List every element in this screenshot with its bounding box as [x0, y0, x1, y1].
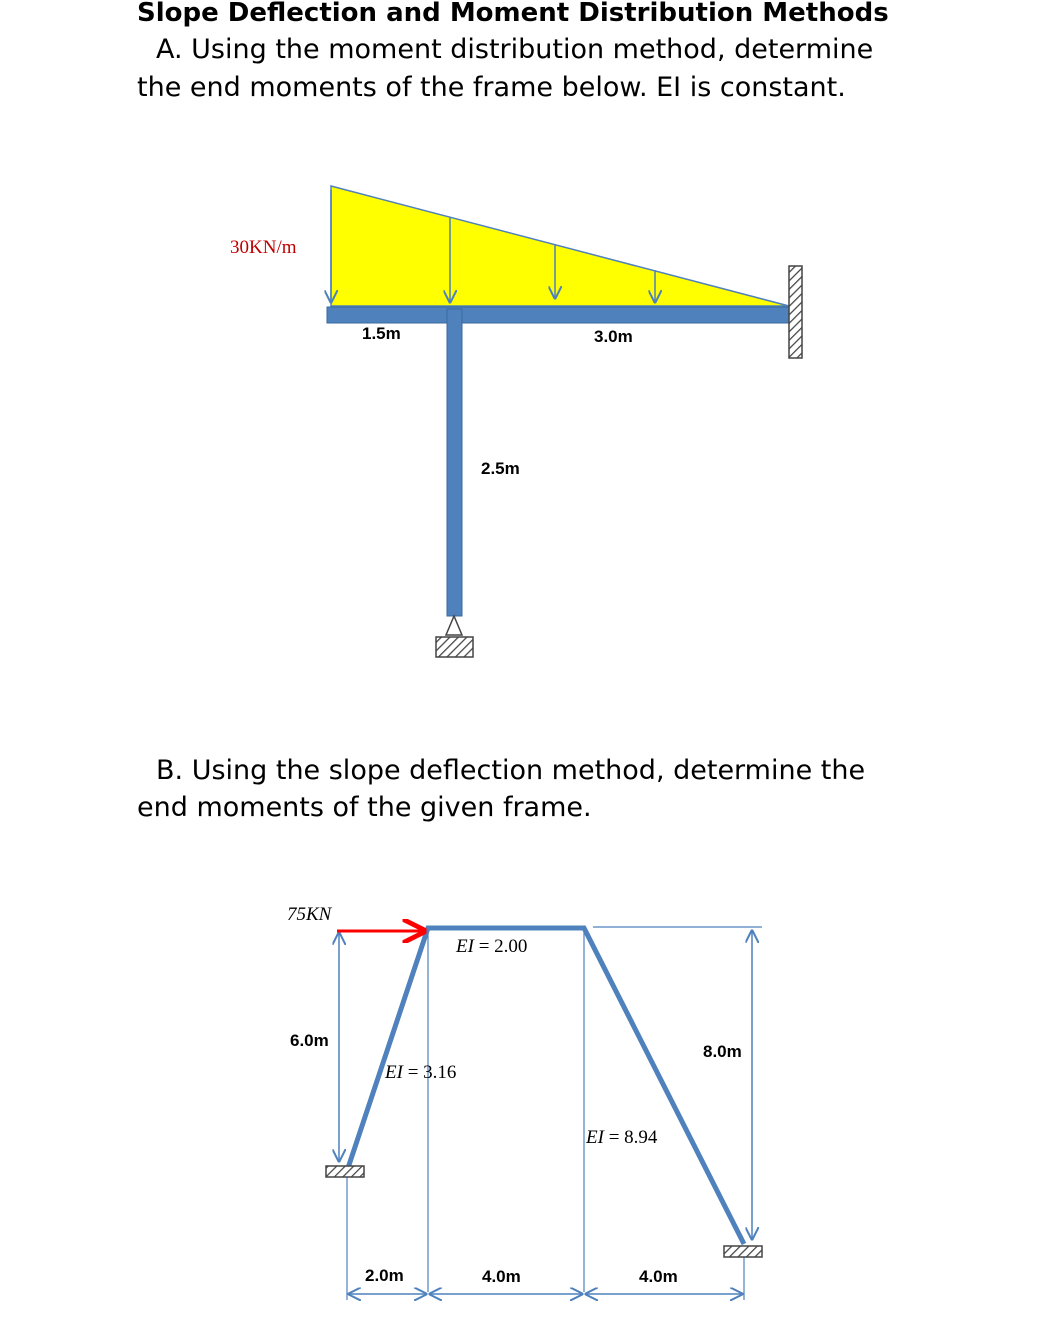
left-fixed-support — [326, 1166, 364, 1177]
part-a-line-2: the end moments of the frame below. EI is constant. — [137, 72, 846, 103]
dim-column: 2.5m — [481, 459, 520, 478]
part-b-line-1: B. Using the slope deflection method, determine the — [156, 755, 866, 786]
dim-left-span: 1.5m — [362, 324, 401, 343]
frame-members — [347, 928, 744, 1244]
span-1-label: 2.0m — [365, 1266, 404, 1285]
load-label: 30KN/m — [230, 237, 297, 258]
span-2-label: 4.0m — [482, 1267, 521, 1286]
ei-right-label: EI = 8.94 — [586, 1127, 658, 1148]
span-3-label: 4.0m — [639, 1267, 678, 1286]
height-right-label: 8.0m — [703, 1042, 742, 1061]
beam — [327, 307, 789, 323]
part-b-line-2: end moments of the given frame. — [137, 792, 592, 823]
pin-support — [446, 616, 462, 635]
right-fixed-support — [724, 1246, 762, 1257]
page-heading: Slope Deflection and Moment Distribution Methods — [137, 0, 889, 28]
fixed-support — [789, 266, 802, 358]
ei-left-label: EI = 3.16 — [385, 1062, 457, 1083]
pin-base — [436, 637, 473, 657]
part-a-line-1: A. Using the moment distribution method, determine — [156, 34, 874, 65]
force-label: 75KN — [287, 904, 332, 925]
figure-a — [230, 186, 802, 657]
dim-right-span: 3.0m — [594, 327, 633, 346]
column — [447, 309, 462, 616]
distributed-load — [331, 186, 789, 306]
ei-top-label: EI = 2.00 — [456, 936, 528, 957]
figure-b — [287, 904, 762, 1300]
height-left-label: 6.0m — [290, 1031, 329, 1050]
